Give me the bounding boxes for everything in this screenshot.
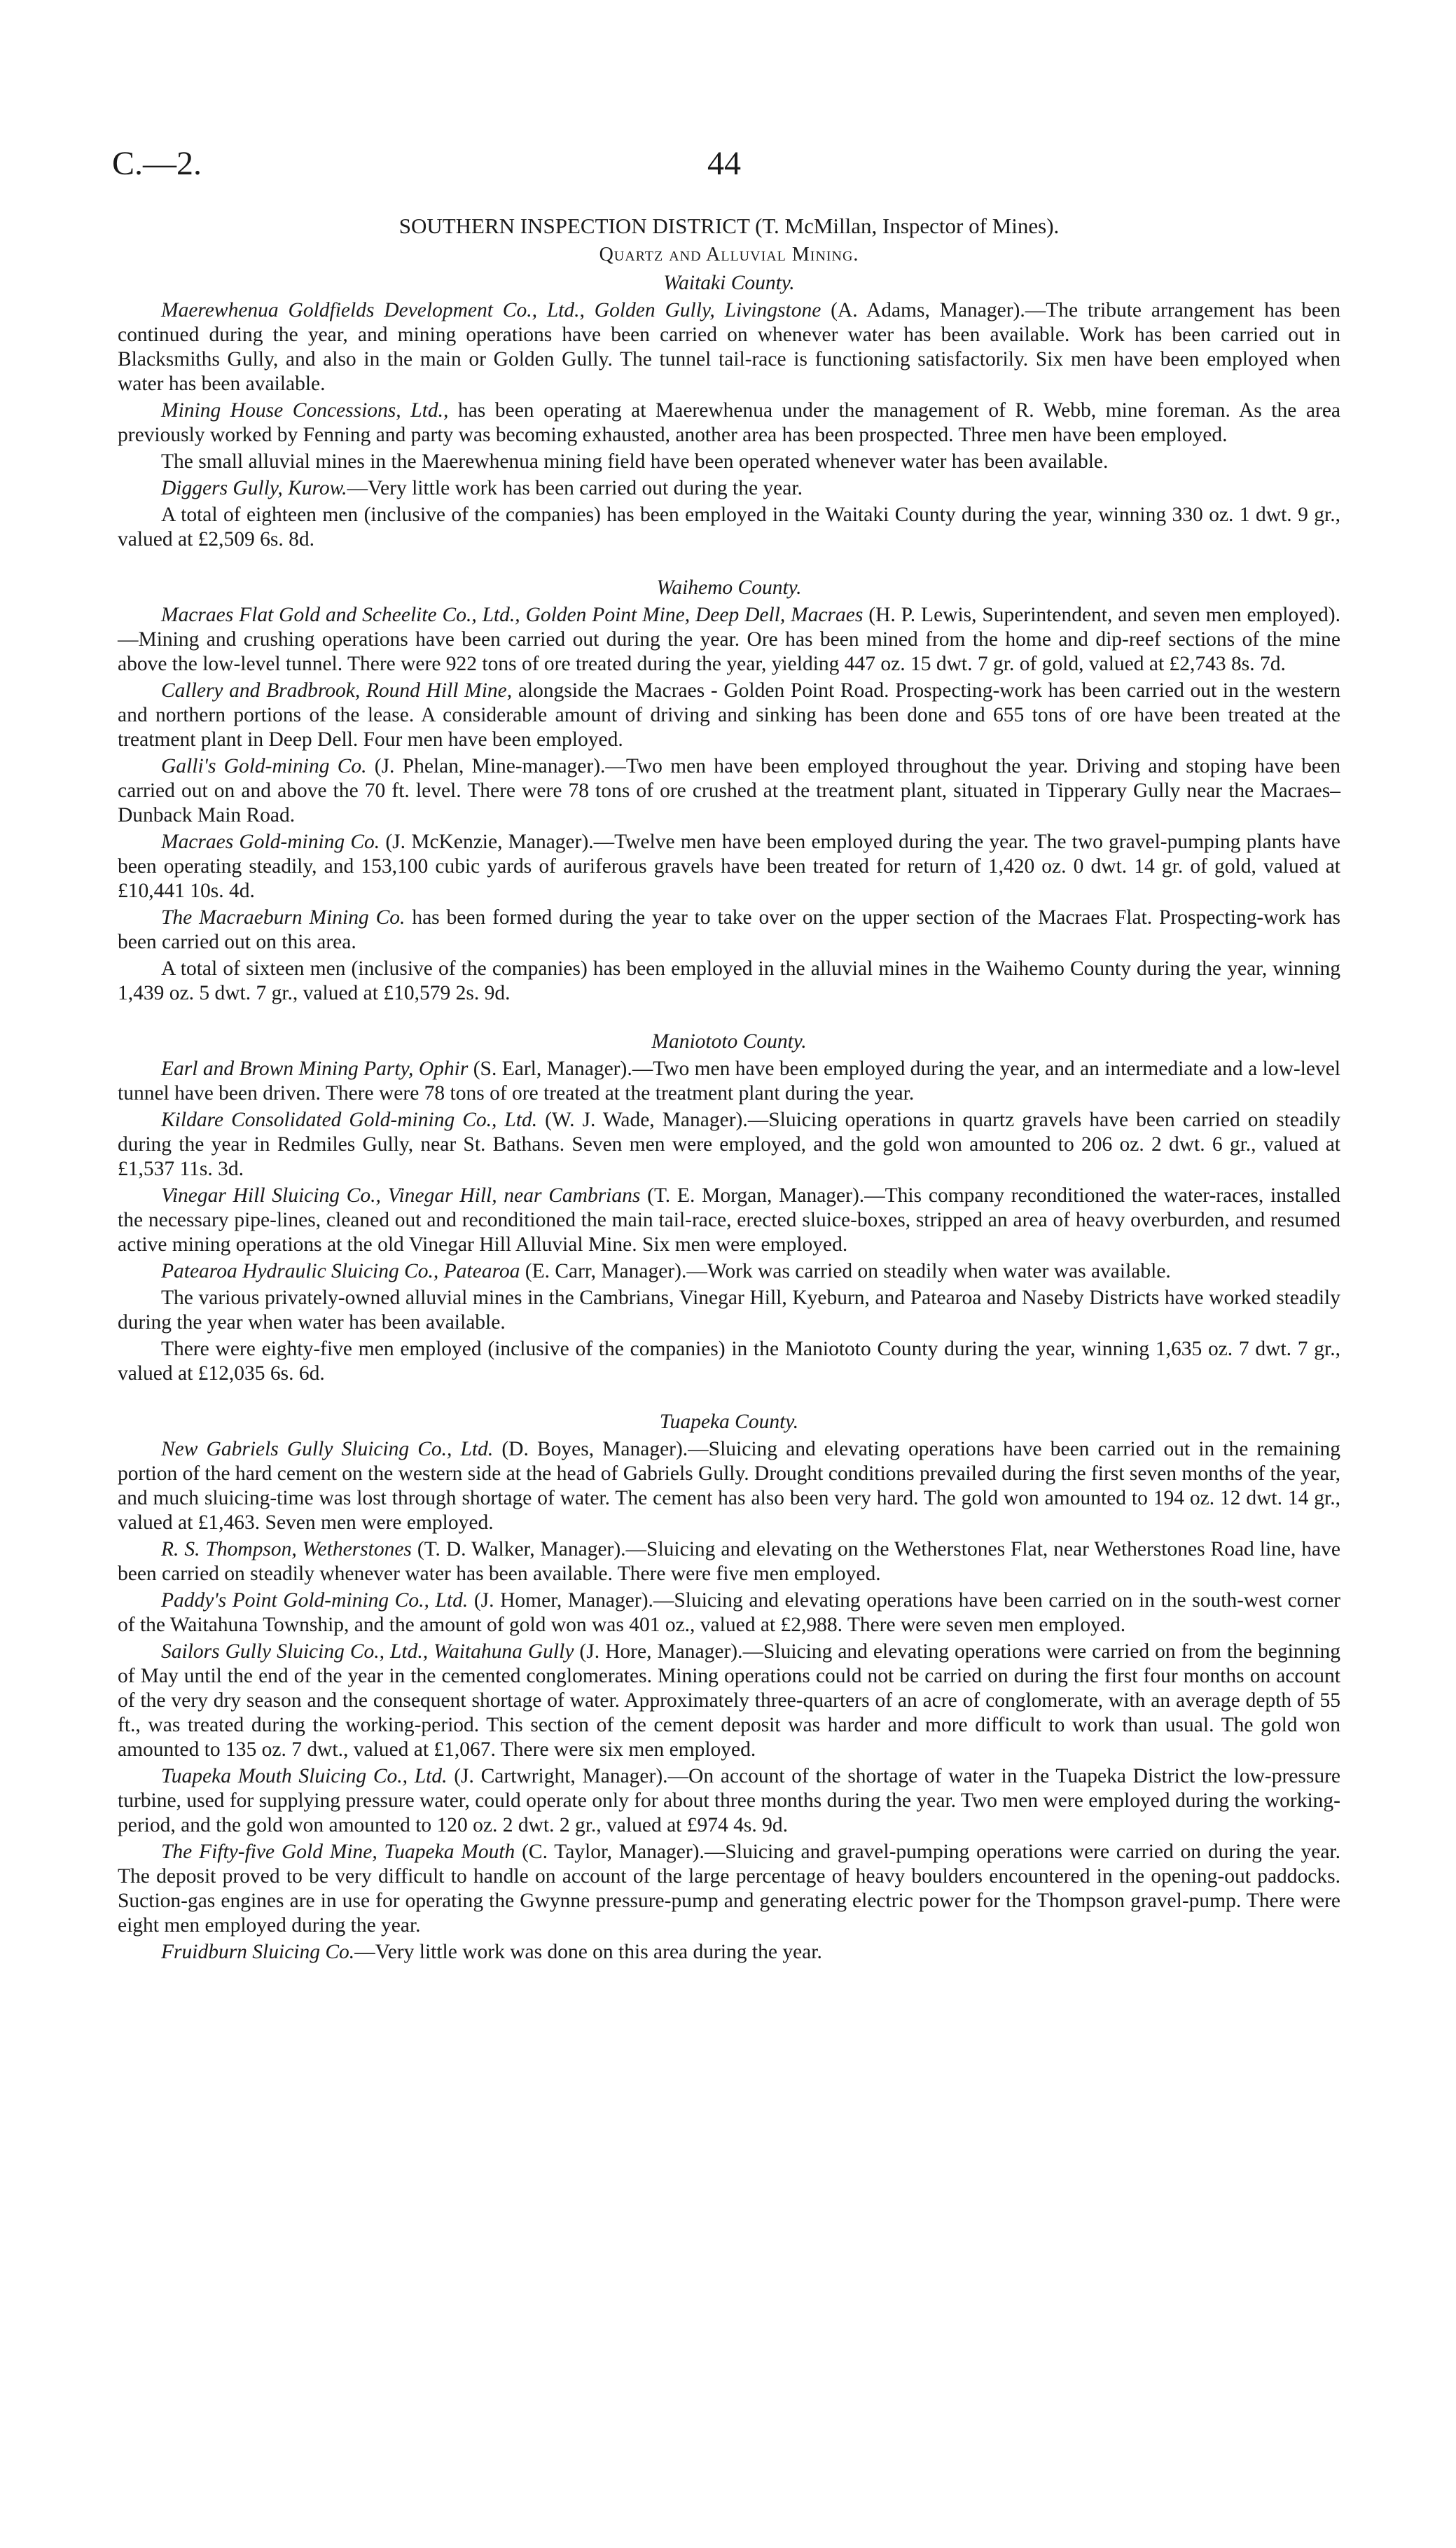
paragraph-lead: Vinegar Hill Sluicing Co., Vinegar Hill, near Cambrians: [161, 1184, 641, 1207]
paragraph: [118, 754, 1340, 828]
paragraph-lead: New Gabriels Gully Sluicing Co., Ltd.: [161, 1438, 494, 1460]
paragraph: [118, 1057, 1340, 1106]
paragraph-text: —Very little work was done on this area during the year.: [354, 1941, 822, 1963]
paragraph: [118, 1537, 1340, 1586]
paragraph-lead: Earl and Brown Mining Party, Ophir: [161, 1058, 469, 1080]
paragraph-text: (J. Cartwright, Manager).—On account of the shortage of water in the Tuapeka District the low-pressure turbine, used for supplying pressure water, could operate only for about three months during the year. Two men were employed during the working-period, and the gold won amounted to 120 oz. 2 dwt. 2 gr., valued at £974 4s. 9d.: [118, 1765, 1340, 1836]
paragraph-text: has been operating at Maerewhenua under the management of R. Webb, mine foreman. As the area previously worked by Fenning and party was becoming exhausted, another area has been prospected. Three men have been employed.: [118, 399, 1341, 446]
paragraph-text: A total of sixteen men (inclusive of the companies) has been employed in the alluvial mines in the Waihemo County during the year, winning 1,439 oz. 5 dwt. 7 gr., valued at £10,579 2s. 9d.: [118, 957, 1340, 1004]
paragraph-text: (J. Homer, Manager).—Sluicing and elevating operations have been carried on in the south-west corner of the Waitahuna Township, and the amount of gold won was 401 oz., valued at £2,988. There were seven men employed.: [118, 1589, 1340, 1636]
paragraph-text: (S. Earl, Manager).—Two men have been employed during the year, and an intermediate and a low-level tunnel have been driven. There were 78 tons of ore treated at the treatment plant during the year.: [118, 1058, 1340, 1105]
page-number: 44: [707, 145, 741, 182]
paragraph-text: (W. J. Wade, Manager).—Sluicing operations in quartz gravels have been carried on steadily during the year in Redmiles Gully, near St. Bathans. Seven men were employed, and the gold won amounted to 206 oz. 2 dwt. 6 gr., valued at £1,537 11s. 3d.: [118, 1109, 1340, 1180]
paragraph: [118, 1764, 1340, 1838]
paragraph-lead: Sailors Gully Sluicing Co., Ltd., Waitahuna Gully: [161, 1640, 574, 1663]
paragraph: [118, 298, 1340, 396]
paragraph-text: has been formed during the year to take over on the upper section of the Macraes Flat. Prospecting-work has been carried out on this area.: [118, 906, 1340, 953]
county-heading: Waitaki County.: [663, 272, 795, 294]
paragraph-text: (E. Carr, Manager).—Work was carried on steadily when water was available.: [520, 1260, 1171, 1282]
paragraph-text: (J. McKenzie, Manager).—Twelve men have been employed during the year. The two gravel-pumping plants have been operating steadily, and 153,100 cubic yards of auriferous gravels have been treated for return of 1,420 oz. 0 dwt. 14 gr. of gold, valued at £10,441 10s. 4d.: [118, 831, 1340, 902]
paragraph: [118, 603, 1340, 677]
paragraph: [118, 1286, 1340, 1335]
paragraph-lead: Mining House Concessions, Ltd.,: [161, 399, 449, 422]
document-reference: C.—2.: [112, 145, 202, 182]
paragraph: [118, 1337, 1340, 1386]
paragraph-lead: The Macraeburn Mining Co.: [161, 906, 405, 929]
body-column: [118, 214, 1340, 1967]
paragraph: [118, 1640, 1340, 1762]
paragraph-text: (A. Adams, Manager).—The tribute arrangement has been continued during the year, and mining operations have been carried on whenever water has been available. Work has been carried out in Blacksmiths Gully, and also in the main or Golden Gully. The tunnel tail-race is functioning satisfactorily. Six men have been employed when water has been available.: [118, 299, 1340, 395]
paragraph-lead: Kildare Consolidated Gold-mining Co., Ltd.: [161, 1109, 538, 1131]
paragraph-lead: Patearoa Hydraulic Sluicing Co., Patearoa: [161, 1260, 520, 1282]
paragraph-lead: Galli's Gold-mining Co.: [161, 755, 367, 777]
paragraph-lead: The Fifty-five Gold Mine, Tuapeka Mouth: [161, 1841, 515, 1863]
paragraph: [118, 1259, 1340, 1284]
paragraph-lead: Paddy's Point Gold-mining Co., Ltd.: [161, 1589, 469, 1612]
paragraph: [118, 1437, 1340, 1535]
paragraph: [118, 399, 1340, 448]
county-heading: Waihemo County.: [656, 576, 802, 599]
paragraph-text: (T. E. Morgan, Manager).—This company reconditioned the water-races, installed the necessary pipe-lines, cleaned out and reconditioned the main tail-race, erected sluice-boxes, stripped an area of heavy overburden, and resumed active mining operations at the old Vinegar Hill Alluvial Mine. Six men were employed.: [118, 1184, 1340, 1256]
paragraph: [118, 1840, 1340, 1938]
paragraph: [118, 1184, 1340, 1257]
paragraph: [118, 503, 1340, 552]
paragraph-text: The small alluvial mines in the Maerewhenua mining field have been operated whenever water has been available.: [161, 450, 1109, 473]
paragraph-text: (C. Taylor, Manager).—Sluicing and gravel-pumping operations were carried on during the year. The deposit proved to be very difficult to handle on account of the large percentage of heavy boulders encountered in the opening-out paddocks. Suction-gas engines are in use for operating the Gwynne pressure-pump and generating electric power for the Thompson gravel-pump. There were eight men employed during the year.: [118, 1841, 1340, 1937]
paragraph-text: (T. D. Walker, Manager).—Sluicing and elevating on the Wetherstones Flat, near Wetherstones Road line, have been carried on steadily whenever water has been available. There were five men employed.: [118, 1538, 1340, 1585]
paragraph-text: The various privately-owned alluvial mines in the Cambrians, Vinegar Hill, Kyeburn, and Patearoa and Naseby Districts have worked steadily during the year when water has been available.: [118, 1287, 1340, 1334]
paragraph: [118, 1940, 1340, 1965]
paragraph-text: (J. Hore, Manager).—Sluicing and elevating operations were carried on from the beginning of May until the end of the year in the cemented conglomerates. Mining operations could not be carried on during the first four months on account of the very dry season and the consequent shortage of water. Approximately three-quarters of an acre of conglomerate, with an average depth of 55 ft., was treated during the working-period. This section of the cement deposit was harder and more difficult to work than usual. The gold won amounted to 135 oz. 7 dwt., valued at £1,067. There were six men employed.: [118, 1640, 1340, 1761]
paragraph-lead: Tuapeka Mouth Sluicing Co., Ltd.: [161, 1765, 448, 1787]
paragraph-lead: Macraes Flat Gold and Scheelite Co., Ltd., Golden Point Mine, Deep Dell, Macraes: [161, 604, 864, 626]
paragraph: [118, 906, 1340, 955]
paragraph-text: A total of eighteen men (inclusive of the companies) has been employed in the Waitaki County during the year, winning 330 oz. 1 dwt. 9 gr., valued at £2,509 6s. 8d.: [118, 504, 1340, 551]
county-heading: Tuapeka County.: [659, 1411, 799, 1433]
paragraph: [118, 1108, 1340, 1182]
paragraph: [118, 450, 1340, 474]
paragraph-text: alongside the Macraes - Golden Point Road. Prospecting-work has been carried out in the western and northern portions of the lease. A considerable amount of driving and sinking has been done and 655 tons of ore have been treated at the treatment plant in Deep Dell. Four men have been employed.: [118, 679, 1340, 751]
district-title: SOUTHERN INSPECTION DISTRICT (T. McMillan, Inspector of Mines).: [398, 214, 1060, 238]
paragraph-text: —Very little work has been carried out during the year.: [347, 477, 803, 499]
paragraph: [118, 957, 1340, 1006]
paragraph-lead: R. S. Thompson, Wetherstones: [161, 1538, 412, 1560]
paragraph: [118, 679, 1340, 752]
section-subtitle: Quartz and Alluvial Mining.: [599, 244, 859, 265]
paragraph-text: (H. P. Lewis, Superintendent, and seven men employed).—Mining and crushing operations have been carried out during the year. Ore has been mined from the home and dip-reef sections of the mine above the low-level tunnel. There were 922 tons of ore treated during the year, yielding 447 oz. 15 dwt. 7 gr. of gold, valued at £2,743 8s. 7d.: [118, 604, 1340, 675]
paragraph-text: (D. Boyes, Manager).—Sluicing and elevating operations have been carried out in the remaining portion of the hard cement on the western side at the head of Gabriels Gully. Drought conditions prevailed during the first seven months of the year, and much sluicing-time was lost through shortage of water. The cement has also been very hard. The gold won amounted to 194 oz. 12 dwt. 14 gr., valued at £1,463. Seven men were employed.: [118, 1438, 1341, 1534]
county-heading: Maniototo County.: [651, 1030, 807, 1053]
paragraph-text: There were eighty-five men employed (inclusive of the companies) in the Maniototo County during the year, winning 1,635 oz. 7 dwt. 7 gr., valued at £12,035 6s. 6d.: [118, 1338, 1340, 1385]
paragraph: [118, 1588, 1340, 1637]
paragraph-text: (J. Phelan, Mine-manager).—Two men have been employed throughout the year. Driving and stoping have been carried out on and above the 70 ft. level. There were 78 tons of ore crushed at the treatment plant, situated in Tipperary Gully near the Macraes–Dunback Main Road.: [118, 755, 1340, 826]
paragraph-lead: Maerewhenua Goldfields Development Co., Ltd., Golden Gully, Livingstone: [161, 299, 821, 321]
paragraph-lead: Fruidburn Sluicing Co.: [161, 1941, 355, 1963]
paragraph: [118, 476, 1340, 501]
county-sections: [118, 271, 1340, 1965]
paragraph-lead: Diggers Gully, Kurow.: [161, 477, 347, 499]
paragraph-lead: Macraes Gold-mining Co.: [161, 831, 380, 853]
paragraph: [118, 830, 1340, 903]
paragraph-lead: Callery and Bradbrook, Round Hill Mine,: [161, 679, 513, 702]
